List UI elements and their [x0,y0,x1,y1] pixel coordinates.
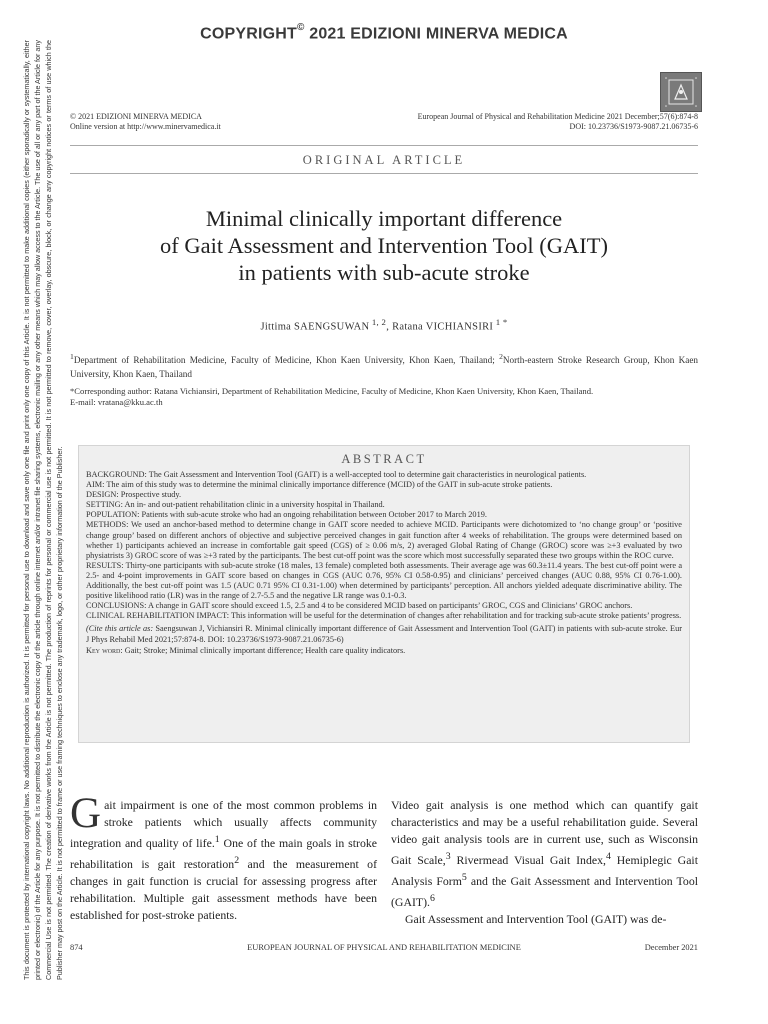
footer-journal-name: EUROPEAN JOURNAL OF PHYSICAL AND REHABILITATION MEDICINE [247,943,521,952]
affiliations [70,350,698,381]
body-text: and the Gait Assessment and Intervention Tool (GAIT). [391,873,698,909]
abstract-background: BACKGROUND: The Gait Assessment and Intervention Tool (GAIT) is a well-accepted tool to determine gait characteristics in neurological patients. [86,470,587,479]
doi: DOI: 10.23736/S1973-9087.21.06735-6 [569,122,698,131]
affiliation-text: Department of Rehabilitation Medicine, Faculty of Medicine, Khon Kaen University, Khon Kaen, Thailand; [73,355,500,366]
abstract-conclusions: CONCLUSIONS: A change in GAIT score should exceed 1.5, 2.5 and 4 to be considered MCID based on participants’ GROC, CGS and Clinicians’ GROC anchors. [86,601,633,611]
abstract-methods: METHODS: We used an anchor-based method to determine change in GAIT score needed to achieve MCID. Participants were dichotomized to ‘no change group’ or ‘positive change group’ based on different anchors of objective and subjective perceived changes in gait function after 4 weeks of rehabilitation. The groups were determined based on whether 1) participants achieved an increase in comfortable gait speed (CGS) of ≥ 0.06 m/s, 2) averaged Global Rating of Change (GROC) score was ≥+3 evaluated by two physiatrists 3) GROC score of was ≥+3 rated by the participants. The best cut-off point was the score which most successfully separated these two groups within the ROC curve. [86,520,682,560]
body-text: One of the main goals in stroke rehabilitation is gait restoration [70,835,377,871]
header-left [70,112,221,132]
reference-marker: 5 [461,871,467,883]
body-paragraph [391,797,698,911]
divider [70,173,698,174]
body-column-left [70,790,378,924]
article-type: ORIGINAL ARTICLE [302,153,466,167]
keywords-text: Gait; Stroke; Minimal clinically important difference; Health care quality indicators. [122,645,406,655]
body-paragraph [70,790,378,924]
reference-marker: 1 [214,834,220,845]
header-right [418,112,698,132]
title-line: of Gait Assessment and Intervention Tool (GAIT) [160,233,608,258]
reference-marker: 4 [605,851,611,862]
banner-suffix: 2021 EDIZIONI MINERVA MEDICA [304,25,568,43]
banner-symbol: © [297,22,305,33]
body-text: ait impairment is one of the most common problems in stroke patients which usually affects community integration and quality of life. [70,798,377,850]
authors [70,317,698,333]
title-line: Minimal clinically important difference [205,206,563,231]
abstract-setting: SETTING: An in- and out-patient rehabilitation clinic in a university hospital in Thailand. [86,500,385,510]
author-affiliation-ref: 1 * [493,317,508,327]
title-line: in patients with sub-acute stroke [238,260,530,285]
affiliation-text: North-eastern Stroke Research Group, Khon Kaen University, Khon Kaen, Thailand [70,355,698,380]
abstract-body [86,470,682,656]
journal-citation: European Journal of Physical and Rehabilitation Medicine 2021 December;57(6):874-8 [417,112,698,121]
abstract-box [78,445,690,743]
correspondence [70,386,698,408]
body-text: and the measurement of changes in gait function is crucial for assessing progress after rehabilitation. Multiple gait assessment methods have been established for post-stroke patients. [70,856,378,922]
side-copyright-notice [21,40,67,980]
abstract-clinical-impact: CLINICAL REHABILITATION IMPACT: This information will be useful for the determination of changes after rehabilitation and for tracking sub-acute stroke patients’ progress. [86,611,682,621]
author-affiliation-ref: 1, 2 [369,317,387,327]
reference-marker: 3 [445,851,451,862]
author-name: Jittima SAENGSUWAN [260,321,370,333]
divider [70,145,698,146]
citation-label: (Cite this article as: [86,624,154,634]
abstract-heading: ABSTRACT [341,452,427,466]
article-title [90,205,678,286]
abstract-results: RESULTS: Thirty-one participants with sub-acute stroke (18 males, 13 female) completed both assessments. Their average age was 60.3±11.4 years. The best cut-off point were a 2.5- and 4-point improvements in GAIT score based on changes in CGS (AUC 0.76, 95% CI 0.58-0.95) and clinicians’ perceived changes (AUC 0.88, 95% CI 0.76-1.00). Additionally, the best cut-off point was 1.5 (AUC 0.71 95% CI 0.31-1.00) when determined by participants’ perception. All anchors yielded adequate discriminative ability. The positive likelihood ratio (LR) was in the range of 2.7-5.5 and the negative LR range was 0.1-0.3. [86,560,682,601]
citation-text: Saengsuwan J, Vichiansiri R. Minimal clinically important difference of Gait Assessment and Intervention Tool (GAIT) in patients with sub-acute stroke. Eur J Phys Rehabil Med 2021;57:874-8. DOI: 10.23736/S1973-9087.21.06735-6) [86,624,682,644]
author-separator: , [386,321,393,333]
body-column-right [391,797,698,928]
body-text: Video gait analysis is one method which can quantify gait characteristics and may be a useful rehabilitation guide. Several video gait analysis tools are in current use, such as Wisconsin Gait Scale, [391,798,698,867]
affiliation-number: 2 [499,352,503,361]
abstract-aim: AIM: The aim of this study was to determine the minimal clinically importance difference (MCID) of the GAIT in sub-acute stroke patients. [86,480,553,490]
footer-date: December 2021 [644,943,698,952]
page-number: 874 [70,943,83,952]
keywords [86,646,682,656]
publisher-copyright: © 2021 EDIZIONI MINERVA MEDICA [70,112,202,121]
author-name: Ratana VICHIANSIRI [392,321,494,333]
affiliation-number: 1 [70,352,74,361]
email: E-mail: vratana@kku.ac.th [70,397,163,407]
body-text: Rivermead Visual Gait Index, [450,852,606,867]
journal-emblem-icon [661,73,701,111]
copyright-banner [0,24,768,43]
abstract-population: POPULATION: Patients with sub-acute stroke who had an ongoing rehabilitation between October 2017 to March 2019. [86,510,487,520]
body-paragraph: Gait Assessment and Intervention Tool (GAIT) was de- [405,911,667,926]
banner-prefix: COPYRIGHT [200,25,297,43]
keywords-label: Key word: [86,645,123,655]
corresponding-author: *Corresponding author: Ratana Vichiansiri, Department of Rehabilitation Medicine, Faculty of Medicine, Khon Kaen University, Khon Kaen, Thailand. [70,386,594,396]
reference-marker: 2 [234,854,240,866]
drop-cap: G [70,790,102,837]
body-text: Hemiplegic Gait Analysis Form [391,852,698,888]
reference-marker: 6 [429,892,435,904]
online-version: Online version at http://www.minervamedica.it [70,122,221,131]
journal-logo [660,72,702,112]
abstract-design: DESIGN: Prospective study. [86,490,182,500]
citation-note [86,624,682,644]
side-notice-text: This document is protected by international copyright laws. No additional reproduction is authorized. It is permitted for personal use to download and save only one file and print only one copy of this Article. It is not permitted to make additional copies (either sporadically or systematically, either printed or electronic) of the Article for any purpose. It is not permitted to distribute the electronic copy of the article through online internet and/or intranet file sharing systems, electronic mailing or any other means which may allow access to the Article. The use of all or any part of the Article for any Commercial Use is not permitted. The creation of derivative works from the Article is not permitted. The production of reprints for personal or commercial use is not permitted. It is not permitted to remove, cover, overlay, obscure, block, or change any copyright notices or terms of use which the Publisher may post on the Article. It is not permitted to frame or use framing techniques to enclose any trademark, logo, or other proprietary information of the Publisher. [22,40,64,980]
